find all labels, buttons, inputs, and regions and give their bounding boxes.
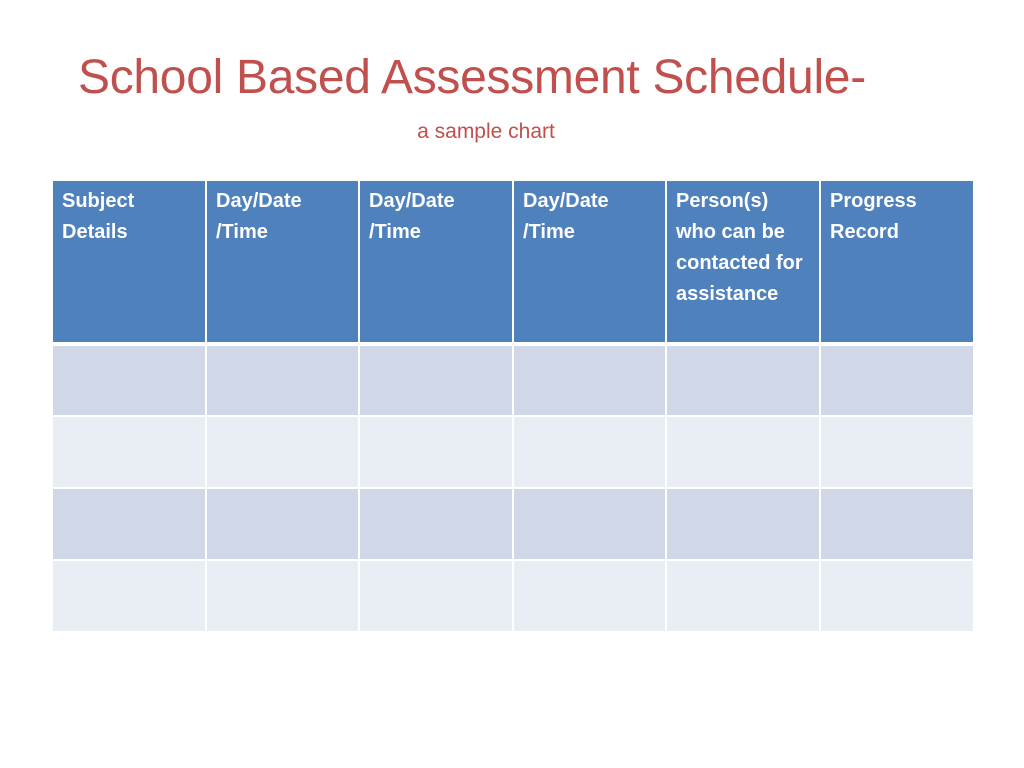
table-cell[interactable] xyxy=(206,344,359,416)
table-header-row xyxy=(52,180,974,344)
table-cell[interactable] xyxy=(52,560,206,632)
header-contact-persons: Person(s) who can be contacted for assistance xyxy=(666,180,820,344)
table-cell[interactable] xyxy=(666,560,820,632)
table-cell[interactable] xyxy=(359,416,513,488)
table-row xyxy=(52,416,974,488)
table-cell[interactable] xyxy=(52,416,206,488)
table-cell[interactable] xyxy=(52,344,206,416)
table-cell[interactable] xyxy=(359,560,513,632)
table-cell[interactable] xyxy=(820,488,974,560)
table-cell[interactable] xyxy=(513,560,666,632)
header-day-date-time-2: Day/Date /Time xyxy=(359,180,513,344)
table-cell[interactable] xyxy=(820,344,974,416)
schedule-table xyxy=(51,179,975,633)
table-cell[interactable] xyxy=(513,488,666,560)
table-cell[interactable] xyxy=(820,416,974,488)
table-cell[interactable] xyxy=(666,416,820,488)
header-day-date-time-1: Day/Date /Time xyxy=(206,180,359,344)
table-cell[interactable] xyxy=(206,416,359,488)
table-cell[interactable] xyxy=(359,344,513,416)
header-day-date-time-3: Day/Date /Time xyxy=(513,180,666,344)
subtitle-text: a sample chart xyxy=(417,120,555,143)
table-row xyxy=(52,488,974,560)
slide-title: School Based Assessment Schedule- xyxy=(78,51,866,104)
table-cell[interactable] xyxy=(359,488,513,560)
table-cell[interactable] xyxy=(513,344,666,416)
table-cell[interactable] xyxy=(513,416,666,488)
table-cell[interactable] xyxy=(206,488,359,560)
table-row xyxy=(52,344,974,416)
table-row xyxy=(52,560,974,632)
table-cell[interactable] xyxy=(52,488,206,560)
table-cell[interactable] xyxy=(820,560,974,632)
slide-subtitle xyxy=(0,120,972,144)
table-cell[interactable] xyxy=(666,344,820,416)
table-cell[interactable] xyxy=(206,560,359,632)
header-subject-details: Subject Details xyxy=(52,180,206,344)
header-progress-record: Progress Record xyxy=(820,180,974,344)
table-cell[interactable] xyxy=(666,488,820,560)
